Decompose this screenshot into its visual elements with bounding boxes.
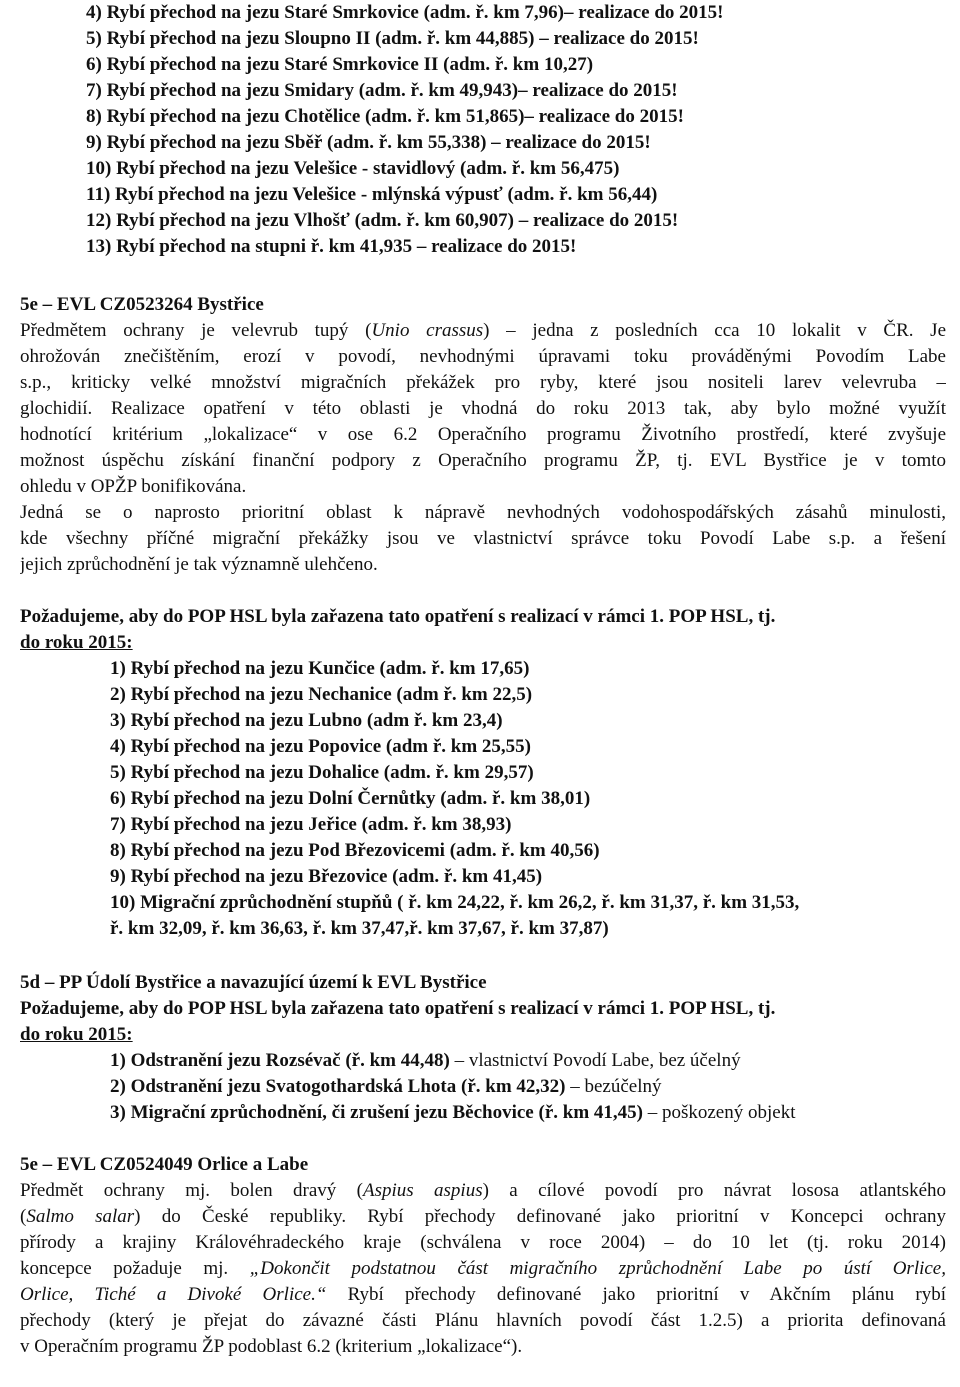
list-item: 5) Rybí přechod na jezu Sloupno II (adm. ř. km 44,885) – realizace do 2015! (86, 28, 699, 49)
paragraph-line: kde všechny příčné migrační překážky jsou ve vlastnictví správce toku Povodí Labe s.p. a řešení (20, 528, 946, 549)
list-item: 7) Rybí přechod na jezu Jeřice (adm. ř. km 38,93) (110, 814, 512, 835)
section-heading-orlice-labe: 5e – EVL CZ0524049 Orlice a Labe (20, 1154, 309, 1175)
list-item: 10) Rybí přechod na jezu Velešice - stavidlový (adm. ř. km 56,475) (86, 158, 620, 179)
paragraph-line: glochidií. Realizace opatření v této oblasti je vhodná do roku 2013 tak, aby bylo možné využít (20, 398, 946, 419)
deadline-label: do roku 2015: (20, 632, 133, 653)
paragraph-line: přechody (který je přejat do závazné části Plánu hlavních povodí část 1.2.5) a priorita definovaná (20, 1310, 946, 1331)
paragraph-line: (Salmo salar) do České republiky. Rybí přechody definované jako prioritní v Koncepci ochrany (20, 1206, 946, 1227)
list-item: 1) Odstranění jezu Rozsévač (ř. km 44,48) – vlastnictví Povodí Labe, bez účelný (110, 1050, 741, 1071)
list-item: 9) Rybí přechod na jezu Březovice (adm. ř. km 41,45) (110, 866, 543, 887)
demand-text: Požadujeme, aby do POP HSL byla zařazena tato opatření s realizací v rámci 1. POP HSL, tj. (20, 606, 776, 627)
list-item: 3) Migrační zprůchodnění, či zrušení jezu Běchovice (ř. km 41,45) – poškozený objekt (110, 1102, 796, 1123)
paragraph-line: Orlice, Tiché a Divoké Orlice.“ Rybí přechody definované jako prioritní v Akčním plánu rybí (20, 1284, 946, 1305)
paragraph-bystrice-priority (20, 500, 946, 578)
paragraph-line: v Operačním programu ŽP podoblast 6.2 (kriterium „lokalizace“). (20, 1336, 523, 1357)
list-item: 8) Rybí přechod na jezu Pod Březovicemi (adm. ř. km 40,56) (110, 840, 600, 861)
paragraph-line: hodnotící kritérium „lokalizace“ v ose 6.2 Operačního programu Životního prostředí, které zvyšuje (20, 424, 946, 445)
list-item: 8) Rybí přechod na jezu Chotělice (adm. ř. km 51,865)– realizace do 2015! (86, 106, 684, 127)
list-item: 6) Rybí přechod na jezu Staré Smrkovice II (adm. ř. km 10,27) (86, 54, 594, 75)
paragraph-line: koncepce požaduje mj. „Dokončit podstatnou část migračního zprůchodnění Labe po ústí Orlice, (20, 1258, 946, 1279)
list-item: 2) Rybí přechod na jezu Nechanice (adm ř. km 22,5) (110, 684, 533, 705)
list-item: 9) Rybí přechod na jezu Sběř (adm. ř. km 55,338) – realizace do 2015! (86, 132, 651, 153)
demand-text: Požadujeme, aby do POP HSL byla zařazena tato opatření s realizací v rámci 1. POP HSL, tj. (20, 998, 776, 1019)
paragraph-line: Předmětem ochrany je velevrub tupý (Unio crassus) – jedna z posledních cca 10 lokalit v ČR. Je (20, 320, 946, 341)
list-item: 13) Rybí přechod na stupni ř. km 41,935 – realizace do 2015! (86, 236, 577, 257)
weir-measures-list (20, 1048, 946, 1126)
demand-paragraph-2 (20, 996, 946, 1022)
top-fish-pass-list (20, 0, 946, 260)
paragraph-line: jejich zprůchodnění je tak významně ulehčeno. (20, 554, 378, 575)
list-item: 2) Odstranění jezu Svatogothardská Lhota (ř. km 42,32) – bezúčelný (110, 1076, 662, 1097)
list-item: 12) Rybí přechod na jezu Vlhošť (adm. ř. km 60,907) – realizace do 2015! (86, 210, 679, 231)
paragraph-line: Předmět ochrany mj. bolen dravý (Aspius aspius) a cílové povodí pro návrat lososa atlantského (20, 1180, 946, 1201)
section-heading-pp-udoli: 5d – PP Údolí Bystřice a navazující území k EVL Bystřice (20, 972, 487, 993)
list-item: 7) Rybí přechod na jezu Smidary (adm. ř. km 49,943)– realizace do 2015! (86, 80, 678, 101)
paragraph-bystrice-protection (20, 318, 946, 500)
paragraph-line: Jedná se o naprosto prioritní oblast k nápravě nevhodných vodohospodářských zásahů minulosti, (20, 502, 946, 523)
paragraph-line: možnost úspěchu získání finanční podpory z Operačního programu ŽP, tj. EVL Bystřice je v tomto (20, 450, 946, 471)
list-item: 4) Rybí přechod na jezu Popovice (adm ř. km 25,55) (110, 736, 531, 757)
list-item: 6) Rybí přechod na jezu Dolní Černůtky (adm. ř. km 38,01) (110, 788, 591, 809)
paragraph-line: s.p., kriticky velké množství migračních překážek pro ryby, které jsou nositeli larev velevruba – (20, 372, 946, 393)
list-item: 4) Rybí přechod na jezu Staré Smrkovice (adm. ř. km 7,96)– realizace do 2015! (86, 2, 724, 23)
paragraph-line: ohrožován znečištěním, erozí v povodí, nevhodnými úpravami toku prováděnými Povodím Labe (20, 346, 946, 367)
demand-paragraph-1 (20, 604, 946, 630)
paragraph-line: přírody a krajiny Královéhradeckého kraje (schválena v roce 2004) – do 10 let (tj. roku 2014) (20, 1232, 946, 1253)
section-heading-bystrice: 5e – EVL CZ0523264 Bystřice (20, 294, 264, 315)
list-item: 10) Migrační zprůchodnění stupňů ( ř. km 24,22, ř. km 26,2, ř. km 31,37, ř. km 31,53, (110, 892, 800, 913)
bystrice-measures-list (20, 656, 946, 942)
paragraph-orlice-labe (20, 1178, 946, 1360)
deadline-label: do roku 2015: (20, 1024, 133, 1045)
list-item-continuation: ř. km 32,09, ř. km 36,63, ř. km 37,47,ř. km 37,67, ř. km 37,87) (110, 918, 609, 939)
list-item: 5) Rybí přechod na jezu Dohalice (adm. ř. km 29,57) (110, 762, 534, 783)
list-item: 11) Rybí přechod na jezu Velešice - mlýnská výpusť (adm. ř. km 56,44) (86, 184, 658, 205)
list-item: 1) Rybí přechod na jezu Kunčice (adm. ř. km 17,65) (110, 658, 530, 679)
list-item: 3) Rybí přechod na jezu Lubno (adm ř. km 23,4) (110, 710, 503, 731)
paragraph-line: ohledu v OPŽP bonifikována. (20, 476, 247, 497)
